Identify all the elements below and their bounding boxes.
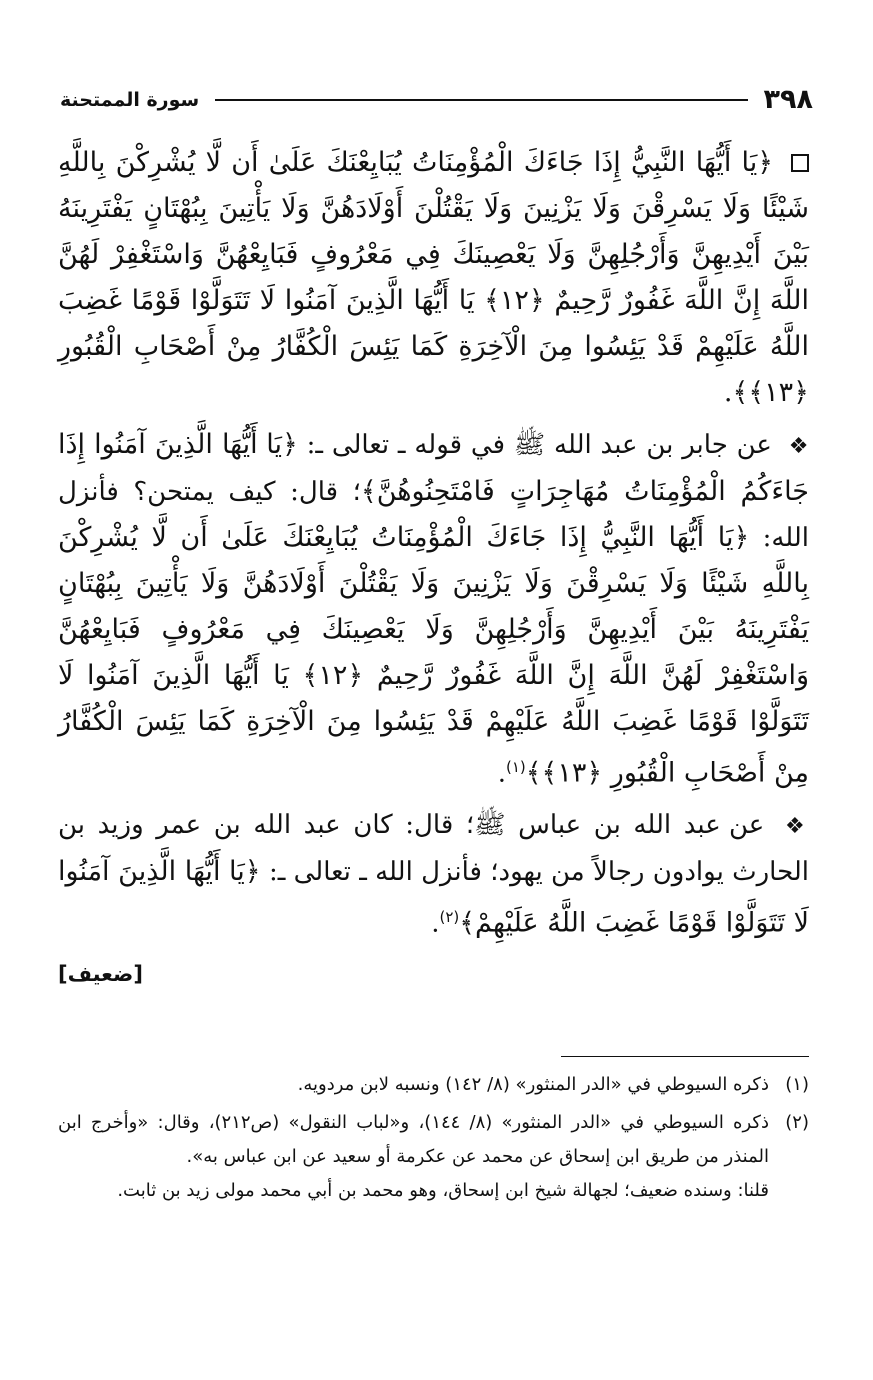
footnote-1 [58,1068,809,1102]
narration-middle: ؛ قال: كيف يمتحن؟ فأنزل الله: [58,477,810,553]
verse-quote: ﴿يَا أَيُّهَا النَّبِيُّ إِذَا جَاءَكَ الْمُؤْمِنَاتُ يُبَايِعْنَكَ عَلَىٰ أَن لَّا يُشْرِكْنَ بِاللَّهِ شَيْئًا وَلَا يَسْرِقْنَ وَلَا يَزْنِينَ وَلَا يَقْتُلْنَ أَوْلَادَهُنَّ وَلَا يَأْتِينَ بِبُهْتَانٍ يَفْتَرِينَهُ بَيْنَ أَيْدِيهِنَّ وَأَرْجُلِهِنَّ وَلَا يَعْصِينَكَ فِي مَعْرُوفٍ فَبَايِعْهُنَّ وَاسْتَغْفِرْ لَهُنَّ اللَّهَ إِنَّ اللَّهَ غَفُورٌ رَّحِيمٌ ﴿١٢﴾ يَا أَيُّهَا الَّذِينَ آمَنُوا لَا تَتَوَلَّوْا قَوْمًا غَضِبَ اللَّهُ عَلَيْهِمْ قَدْ يَئِسُوا مِنَ الْآخِرَةِ كَمَا يَئِسَ الْكُفَّارُ مِنْ أَصْحَابِ الْقُبُورِ ﴿١٣﴾﴾ [58,522,809,789]
footnote-rule [561,1056,809,1057]
footnote-2 [58,1106,809,1208]
verse-paragraph [58,140,809,416]
narration-intro: عن عبد الله بن عباس ﷺ؛ قال: كان عبد الله بن عمر وزيد بن الحارث يوادون رجالاً من يهود؛ فأنزل الله ـ تعالى ـ: [58,809,810,887]
footnote-line: قلنا: وسنده ضعيف؛ لجهالة شيخ ابن إسحاق، وهو محمد بن أبي محمد مولى زيد بن ثابت. [117,1180,769,1201]
grade-line [58,952,809,997]
sentence-end: . [431,908,440,939]
footnote-number: (٢) [785,1112,809,1133]
footnote-text [58,1068,769,1102]
footnote-text [58,1106,769,1208]
hadith-grade: [ضعيف] [58,962,143,987]
footnote-ref: (١) [505,758,526,776]
surah-title: سورة الممتحنة [60,89,200,111]
sentence-end: . [497,758,506,789]
footnote-line: ذكره السيوطي في «الدر المنثور» (٨/ ١٤٤)، و«لباب النقول» (ص٢١٢)، وقال: «وأخرج ابن المنذر من طريق ابن إسحاق عن محمد عن عكرمة أو سعيد عن ابن عباس به». [58,1112,769,1167]
footnotes [58,1068,809,1212]
main-body [58,140,809,997]
verse-quote: ﴿يَا أَيُّهَا الَّذِينَ آمَنُوا إِذَا جَاءَكُمُ الْمُؤْمِنَاتُ مُهَاجِرَاتٍ فَامْتَحِنُوهُنَّ﴾ [58,429,809,507]
verse-text: ﴿يَا أَيُّهَا النَّبِيُّ إِذَا جَاءَكَ الْمُؤْمِنَاتُ يُبَايِعْنَكَ عَلَىٰ أَن لَّا يُشْرِكْنَ بِاللَّهِ شَيْئًا وَلَا يَسْرِقْنَ وَلَا يَزْنِينَ وَلَا يَقْتُلْنَ أَوْلَادَهُنَّ وَلَا يَأْتِينَ بِبُهْتَانٍ يَفْتَرِينَهُ بَيْنَ أَيْدِيهِنَّ وَأَرْجُلِهِنَّ وَلَا يَعْصِينَكَ فِي مَعْرُوفٍ فَبَايِعْهُنَّ وَاسْتَغْفِرْ لَهُنَّ اللَّهَ إِنَّ اللَّهَ غَفُورٌ رَّحِيمٌ ﴿١٢﴾ يَا أَيُّهَا الَّذِينَ آمَنُوا لَا تَتَوَلَّوْا قَوْمًا غَضِبَ اللَّهُ عَلَيْهِمْ قَدْ يَئِسُوا مِنَ الْآخِرَةِ كَمَا يَئِسَ الْكُفَّارُ مِنْ أَصْحَابِ الْقُبُورِ ﴿١٣﴾﴾. [58,147,809,408]
page-header [60,82,813,118]
square-bullet-icon [791,154,809,172]
verse-quote: ﴿يَا أَيُّهَا الَّذِينَ آمَنُوا لَا تَتَوَلَّوْا قَوْمًا غَضِبَ اللَّهُ عَلَيْهِمْ﴾ [58,855,809,939]
diamond-bullet-icon: ❖ [784,813,810,839]
footnote-ref: (٢) [439,907,460,926]
diamond-bullet-icon: ❖ [788,434,810,459]
narration-intro: عن جابر بن عبد الله ﷺ في قوله ـ تعالى ـ: [306,430,772,460]
narration-paragraph-ibn-abbas [58,803,809,947]
page-number: ٣٩٨ [763,84,813,115]
narration-paragraph-jabir [58,422,809,797]
footnote-number: (١) [785,1074,809,1095]
header-rule [215,99,747,101]
footnote-line: ذكره السيوطي في «الدر المنثور» (٨/ ١٤٢) ونسبه لابن مردويه. [297,1074,769,1095]
